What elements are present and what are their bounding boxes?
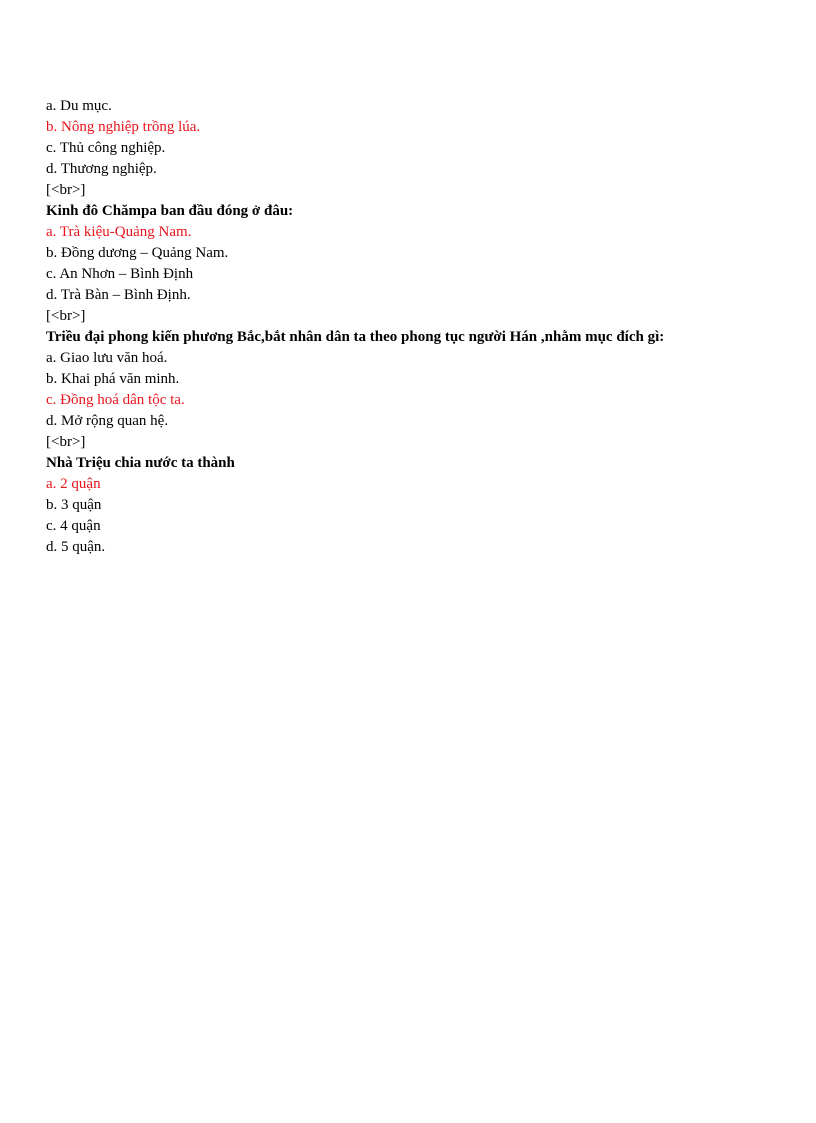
answer-option-a: a. Giao lưu văn hoá. bbox=[46, 350, 168, 366]
answer-option-b-correct: b. Nông nghiệp trồng lúa. bbox=[46, 119, 201, 135]
line-break-marker: [<br>] bbox=[46, 308, 86, 324]
question-block-4 bbox=[46, 453, 746, 558]
document-page bbox=[46, 96, 746, 558]
answer-option-a-correct: a. 2 quận bbox=[46, 476, 101, 492]
answer-option-b: b. 3 quận bbox=[46, 497, 102, 513]
answer-option-a-correct: a. Trà kiệu-Quảng Nam. bbox=[46, 224, 192, 240]
line-break-marker: [<br>] bbox=[46, 182, 86, 198]
answer-option-b: b. Đồng dương – Quảng Nam. bbox=[46, 245, 229, 261]
question-block-3 bbox=[46, 327, 746, 453]
question-text: Triều đại phong kiến phương Bắc,bắt nhân dân ta theo phong tục người Hán ,nhằm mục đích gì: bbox=[46, 329, 665, 345]
question-block-1 bbox=[46, 96, 746, 201]
question-block-2 bbox=[46, 201, 746, 327]
answer-option-c: c. An Nhơn – Bình Định bbox=[46, 266, 194, 282]
answer-option-d: d. 5 quận. bbox=[46, 539, 106, 555]
question-text: Nhà Triệu chia nước ta thành bbox=[46, 455, 235, 471]
answer-option-d: d. Trà Bàn – Bình Định. bbox=[46, 287, 191, 303]
answer-option-d: d. Mở rộng quan hệ. bbox=[46, 413, 169, 429]
answer-option-a: a. Du mục. bbox=[46, 98, 112, 114]
answer-option-c: c. 4 quận bbox=[46, 518, 101, 534]
answer-option-c-correct: c. Đồng hoá dân tộc ta. bbox=[46, 392, 185, 408]
answer-option-b: b. Khai phá văn minh. bbox=[46, 371, 180, 387]
question-text: Kinh đô Chămpa ban đầu đóng ở đâu: bbox=[46, 203, 294, 219]
answer-option-c: c. Thủ công nghiệp. bbox=[46, 140, 166, 156]
line-break-marker: [<br>] bbox=[46, 434, 86, 450]
answer-option-d: d. Thương nghiệp. bbox=[46, 161, 157, 177]
